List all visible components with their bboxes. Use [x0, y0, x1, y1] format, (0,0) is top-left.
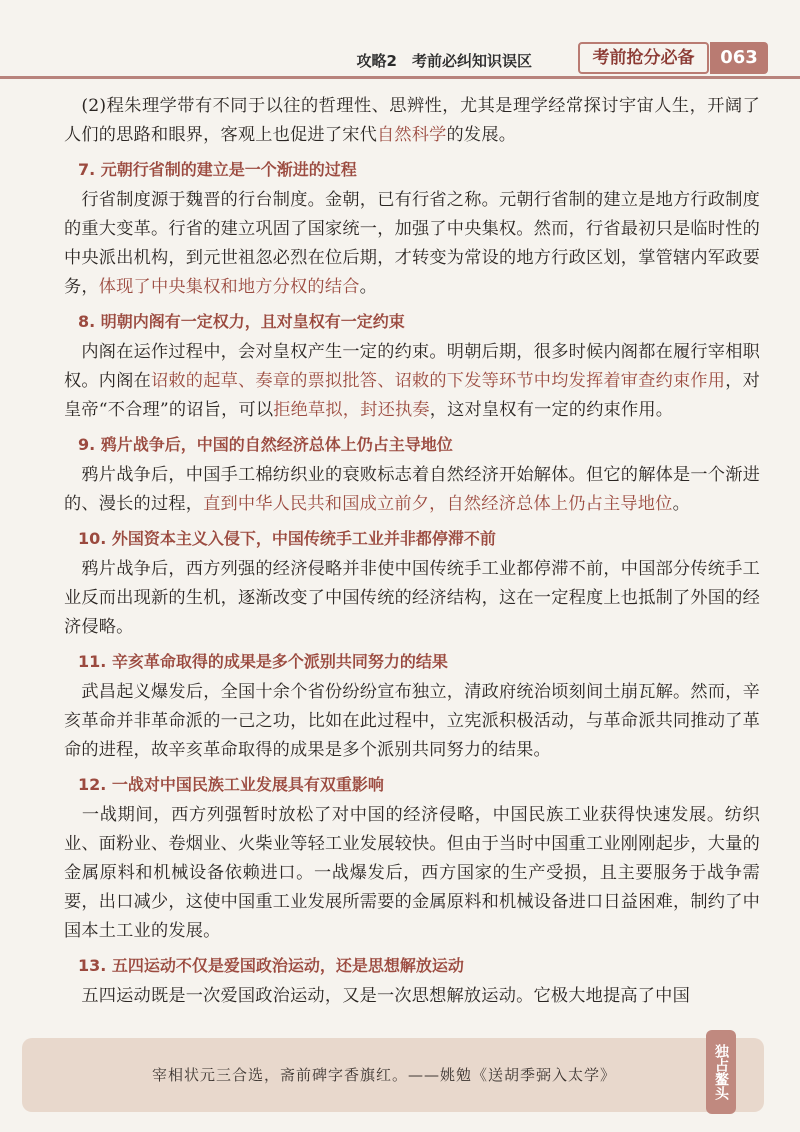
body-paragraph: [64, 338, 760, 425]
text-run: 内阁在运作过程中，会对皇权产生一定的约束。明朝后期，很多时候内阁都在履行宰相职权。内阁在: [64, 342, 760, 391]
footer-banner: [22, 1038, 764, 1112]
highlighted-text: 诏敕的起草、奏章的票拟批答、诏敕的下发等环节中均发挥着审查约束作用: [151, 371, 726, 391]
section-heading: 12. 一战对中国民族工业发展具有双重影响: [78, 775, 384, 794]
body-paragraph: [64, 555, 760, 642]
body-paragraph: [64, 678, 760, 765]
text-run: 鸦片战争后，西方列强的经济侵略并非使中国传统手工业都停滞不前，中国部分传统手工业反而出现新的生机，逐渐改变了中国传统的经济结构，这在一定程度上也抵制了外国的经济侵略。: [64, 559, 760, 637]
body-paragraph: [64, 801, 760, 946]
text-run: 的发展。: [446, 125, 517, 145]
text-run: 武昌起义爆发后，全国十余个省份纷纷宣布独立，清政府统治顷刻间土崩瓦解。然而，辛亥革命并非革命派的一己之功，比如在此过程中，立宪派积极活动，与革命派共同推动了革命的进程，故辛亥革命取得的成果是多个派别共同努力的结果。: [64, 682, 760, 760]
body-paragraph: [64, 92, 760, 150]
body-paragraph: [64, 186, 760, 302]
section-heading: 7. 元朝行省制的建立是一个渐进的过程: [78, 160, 357, 179]
text-run: ，这对皇权有一定的约束作用。: [429, 400, 674, 420]
section-heading: 13. 五四运动不仅是爱国政治运动，还是思想解放运动: [78, 956, 464, 975]
header-rule: [0, 76, 800, 79]
body-paragraph: [64, 461, 760, 519]
header-badge: 考前抢分必备: [578, 42, 709, 74]
text-run: 五四运动既是一次爱国政治运动，又是一次思想解放运动。它极大地提高了中国: [81, 986, 690, 1006]
section-label: 攻略2 考前必纠知识误区: [356, 52, 532, 70]
highlighted-text: 自然科学: [376, 125, 447, 145]
text-run: 鸦片战争后，中国手工棉纺织业的衰败标志着自然经济开始解体。但它的解体是一个渐进的、漫长的过程，: [64, 465, 760, 514]
text-run: 。: [359, 277, 377, 297]
section-heading: 9. 鸦片战争后，中国的自然经济总体上仍占主导地位: [78, 435, 453, 454]
page-header: [0, 36, 800, 84]
body-paragraph: [64, 982, 760, 1011]
page-number: 063: [710, 42, 768, 74]
text-run: 行省制度源于魏晋的行台制度。金朝，已有行省之称。元朝行省制的建立是地方行政制度的重大变革。行省的建立巩固了国家统一，加强了中央集权。然而，行省最初只是临时性的中央派出机构，到元世祖忽必烈在位后期，才转变为常设的地方行政区划，掌管辖内军政要务，: [64, 190, 760, 297]
section-heading: 11. 辛亥革命取得的成果是多个派别共同努力的结果: [78, 652, 448, 671]
section-heading: 10. 外国资本主义入侵下，中国传统手工业并非都停滞不前: [78, 529, 496, 548]
section-heading: 8. 明朝内阁有一定权力，且对皇权有一定约束: [78, 312, 405, 331]
text-run: 。: [672, 494, 690, 514]
side-tab: 独占鳌头: [706, 1030, 736, 1114]
text-run: 一战期间，西方列强暂时放松了对中国的经济侵略，中国民族工业获得快速发展。纺织业、面粉业、卷烟业、火柴业等轻工业发展较快。但由于当时中国重工业刚刚起步，大量的金属原料和机械设备依赖进口。一战爆发后，西方国家的生产受损，且主要服务于战争需要，出口减少，这使中国重工业发展所需要的金属原料和机械设备进口日益困难，制约了中国本土工业的发展。: [64, 805, 760, 941]
text-run: ，对皇帝“不合理”的诏旨，可以: [64, 371, 760, 420]
highlighted-text: 拒绝草拟，封还执奏: [273, 400, 430, 420]
highlighted-text: 体现了中央集权和地方分权的结合: [98, 277, 360, 297]
main-content: [64, 92, 760, 1011]
text-run: (2)程朱理学带有不同于以往的哲理性、思辨性，尤其是理学经常探讨宇宙人生，开阔了人们的思路和眼界，客观上也促进了宋代: [64, 96, 760, 145]
footer-quote: 宰相状元三合选，斋前碑字香旗红。——姚勉《送胡季弼入太学》: [152, 1066, 617, 1084]
highlighted-text: 直到中华人民共和国成立前夕，自然经济总体上仍占主导地位: [203, 494, 673, 514]
